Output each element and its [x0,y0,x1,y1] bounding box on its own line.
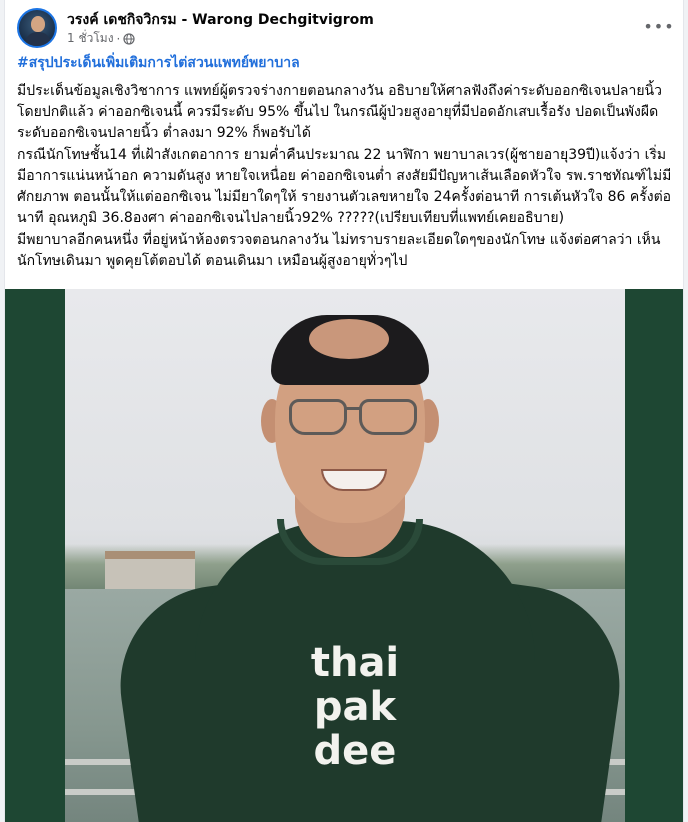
post-card [4,0,684,822]
glasses-bridge [345,407,361,410]
avatar-body-shape [25,32,51,48]
post-paragraph-1: มีประเด็นข้อมูลเชิงวิชาการ แพทย์ผู้ตรวจร่างกายตอนกลางวัน อธิบายให้ศาลฟังถึงค่าระดับออกซิเจนปลายนิ้ว โดยปกติแล้ว ค่าออกซิเจนนี้ ควรมีระดับ 95% ขึ้นไป ในกรณีผู้ป่วยสูงอายุที่มีปอดอักเสบเรื้อรัง ปอดเป็นพังผืด ระดับออกซิเจนปลายนิ้ว ต่ำลงมา 92% ก็พอรับได้ [17,83,662,141]
more-options-button[interactable]: ••• [643,16,675,36]
photo-person [65,289,625,822]
post-time[interactable]: 1 ชั่วโมง [67,31,114,45]
shirt-print-text [295,641,415,773]
author-avatar[interactable] [17,8,57,48]
meta-separator: · [116,31,121,46]
glasses-left-lens [289,399,347,435]
author-name[interactable]: วรงค์ เดชกิจวิกรม - Warong Dechgitvigrom [67,12,374,28]
post-photo-frame[interactable] [5,289,684,822]
avatar-face-shape [31,16,45,32]
post-paragraph-3: มีพยาบาลอีกคนหนึ่ง ที่อยู่หน้าห้องตรวจตอนกลางวัน ไม่ทราบรายละเอียดใดๆของนักโทษ แจ้งต่อศาลว่า เห็นนักโทษเดินมา พูดคุยโต้ตอบได้ ตอนเดินมา เหมือนผู้สูงอายุทั่วๆไป [17,232,661,269]
globe-icon [123,33,135,45]
shirt-collar [277,519,423,565]
post-meta [67,29,135,48]
shirt-text-line-3: dee [313,728,397,774]
post-photo[interactable] [65,289,625,822]
shirt-text-line-1: thai [310,640,400,686]
shirt-text-line-2: pak [313,684,397,730]
hashtag-link[interactable]: #สรุปประเด็นเพิ่มเติมการไต่สวนแพทย์พยาบาล [17,55,300,71]
hair-bald-spot [309,319,389,359]
post-header [17,8,673,48]
post-paragraph-2: กรณีนักโทษชั้น14 ที่เฝ้าสังเกตอาการ ยามค่ำคืนประมาณ 22 นาฬิกา พยาบาลเวร(ผู้ชายอายุ39ปี)แจ้งว่า เริ่มมีอาการแน่นหน้าอก ความดันสูง หายใจเหนื่อย ค่าออกซิเจนต่ำ สงสัยมีปัญหาเส้นเลือดหัวใจ รพ.ราชทัณฑ์ไม่มีศักยภาพ ตอนนั้นให้แต่ออกซิเจน ไม่มียาใดๆให้ รายงานตัวเลขหายใจ 24ครั้งต่อนาที การเต้นหัวใจ 86 ครั้งต่อนาที อุณหภูมิ 36.8องศา ค่าออกซิเจนไปลายนิ้ว92% ?????(เปรียบเทียบที่แพทย์เคยอธิบาย) [17,147,672,226]
glasses-right-lens [359,399,417,435]
